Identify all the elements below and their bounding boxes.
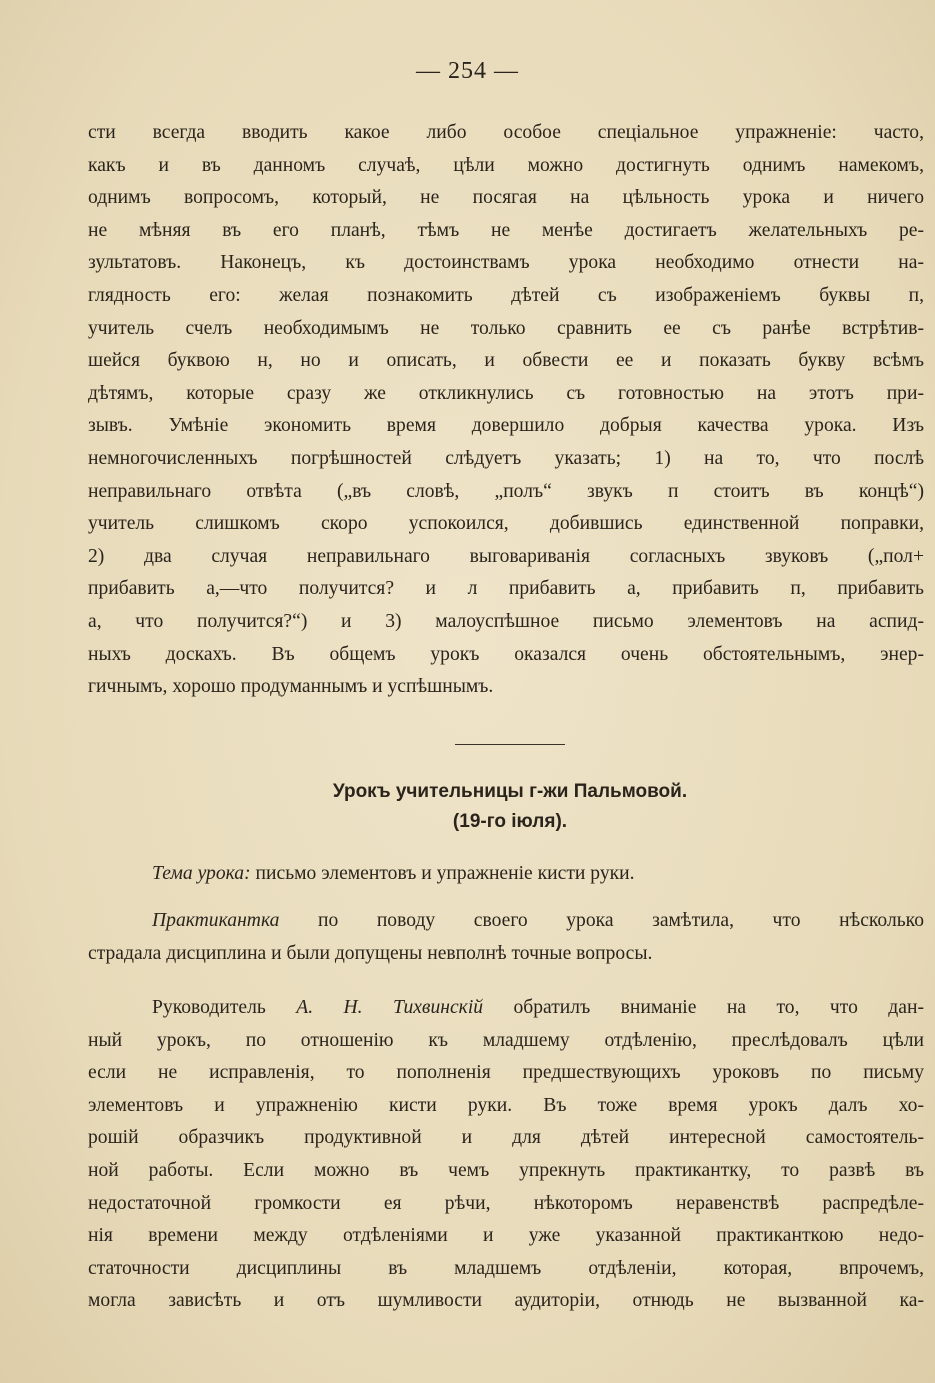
text-line: ной работы. Если можно въ чемъ упрекнуть практикантку, то развѣ въ bbox=[88, 1159, 924, 1181]
intern-text: по поводу своего урока замѣтила, что нѣсколько bbox=[279, 910, 924, 931]
intern-label: Практикантка bbox=[152, 910, 280, 931]
theme-label: Тема урока: bbox=[152, 863, 251, 884]
text-line: глядность его: желая познакомить дѣтей съ изображеніемъ буквы п, bbox=[88, 284, 924, 306]
text-line: учитель слишкомъ скоро успокоился, добившись единственной поправки, bbox=[88, 513, 924, 535]
text-line: если не исправленія, то пополненія предшествующихъ уроковъ по письму bbox=[88, 1062, 924, 1084]
text-line: 2) два случая неправильнаго выговариванія согласныхъ звуковъ („пол+ bbox=[88, 545, 924, 567]
text-line: неправильнаго отвѣта („въ словѣ, „полъ“ звукъ п стоитъ въ концѣ“) bbox=[88, 480, 924, 502]
text-line: немногочисленныхъ погрѣшностей слѣдуетъ указать; 1) на то, что послѣ bbox=[88, 447, 924, 469]
text-line: зывъ. Умѣніе экономить время довершило добрыя качества урока. Изъ bbox=[88, 415, 924, 437]
text-line: статочности дисциплины въ младшемъ отдѣленіи, которая, впрочемъ, bbox=[88, 1257, 924, 1279]
section-heading: Урокъ учительницы г-жи Пальмовой. bbox=[332, 781, 688, 802]
text-line: рошій образчикъ продуктивной и для дѣтей интересной самостоятель- bbox=[88, 1127, 924, 1149]
text-line: могла зависѣть и отъ шумливости аудиторіи, отнюдь не вызванной ка- bbox=[88, 1290, 924, 1312]
lesson-theme bbox=[88, 858, 935, 891]
text-line: дѣтямъ, которые сразу же откликнулись съ готовностью на этотъ при- bbox=[88, 382, 924, 404]
text-line: шейся буквою н, но и описать, и обвести ее и показать букву всѣмъ bbox=[88, 350, 924, 372]
supervisor-name: А. Н. Тихвинскій bbox=[296, 997, 484, 1018]
text-line: элементовъ и упражненію кисти руки. Въ тоже время урокъ далъ хо- bbox=[88, 1094, 924, 1116]
text-line: ный урокъ, по отношенію къ младшему отдѣленію, преслѣдовалъ цѣли bbox=[88, 1029, 924, 1051]
theme-text: письмо элементовъ и упражненіе кисти руки. bbox=[250, 863, 635, 884]
text-line: учитель счелъ необходимымъ не только сравнить ее съ ранѣе встрѣтив- bbox=[88, 317, 924, 339]
text-line: а, что получится?“) и 3) малоуспѣшное письмо элементовъ на аспид- bbox=[88, 610, 924, 632]
text-line: нія времени между отдѣленіями и уже указанной практиканткою недо- bbox=[88, 1225, 924, 1247]
page-number: — 254 — bbox=[416, 58, 519, 84]
text-line: прибавить а,—что получится? и л прибавить а, прибавить п, прибавить bbox=[88, 578, 924, 600]
text-line: не мѣняя въ его планѣ, тѣмъ не менѣе достигаетъ желательныхъ ре- bbox=[88, 219, 924, 241]
text-line: гичнымъ, хорошо продуманнымъ и успѣшнымъ. bbox=[88, 676, 494, 698]
text-line: недостаточной громкости ея рѣчи, нѣкоторомъ неравенствѣ распредѣле- bbox=[88, 1192, 924, 1214]
para3-line1-rest: обратилъ вниманіе на то, что дан- bbox=[483, 997, 924, 1018]
text-line: ныхъ доскахъ. Въ общемъ урокъ оказался очень обстоятельнымъ, энер- bbox=[88, 643, 924, 665]
text-line: однимъ вопросомъ, который, не посягая на цѣльность урока и ничего bbox=[88, 187, 924, 209]
text-line bbox=[88, 992, 924, 1025]
text-line: сти всегда вводить какое либо особое спеціальное упражненіе: часто, bbox=[88, 122, 924, 143]
text-line: зультатовъ. Наконецъ, къ достоинствамъ урока необходимо отнести на- bbox=[88, 252, 924, 274]
text-line: какъ и въ данномъ случаѣ, цѣли можно достигнуть однимъ намекомъ, bbox=[88, 154, 924, 176]
text-line bbox=[88, 905, 924, 938]
section-date: (19-го іюля). bbox=[452, 811, 568, 832]
paragraph-2 bbox=[88, 905, 924, 970]
paragraph-1 bbox=[88, 117, 924, 704]
section-divider bbox=[455, 744, 565, 745]
para3-start: Руководитель bbox=[152, 997, 297, 1018]
paragraph-3 bbox=[88, 992, 924, 1318]
text-line: страдала дисциплина и были допущены невполнѣ точные вопросы. bbox=[88, 942, 653, 964]
